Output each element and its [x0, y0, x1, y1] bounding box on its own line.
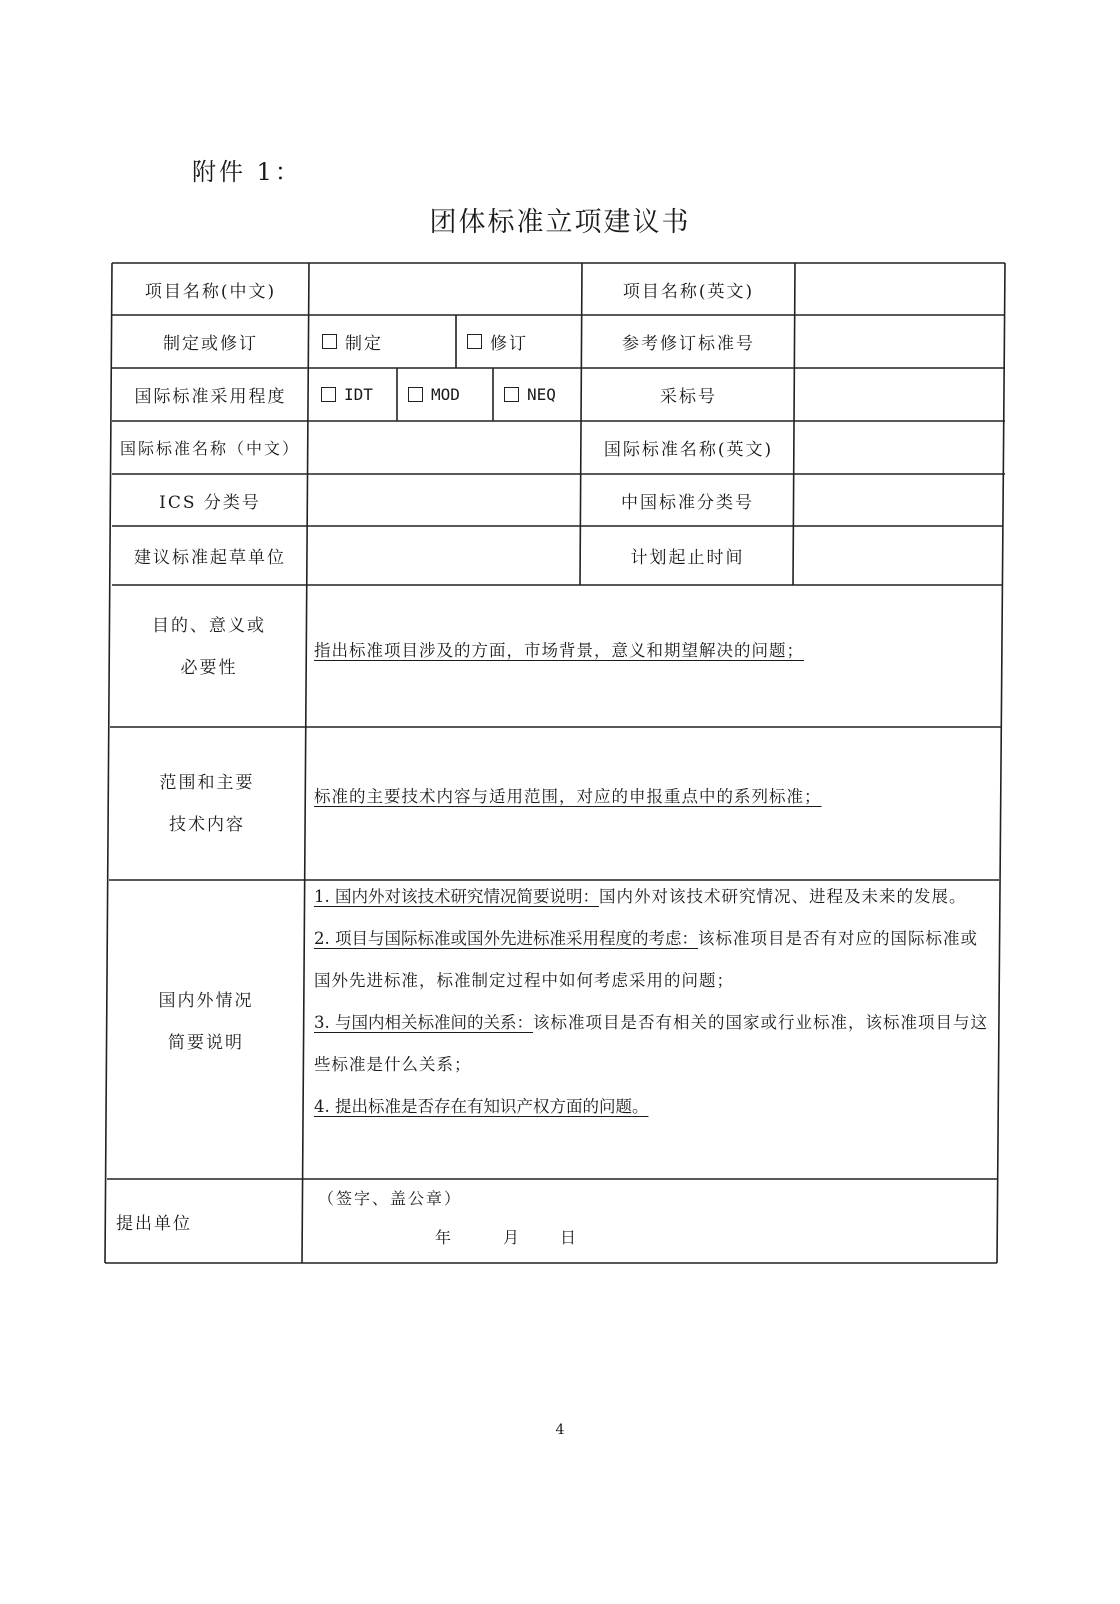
- adopt-standard-no-field[interactable]: [796, 369, 1003, 420]
- cn-standard-class-label: 中国标准分类号: [621, 492, 754, 513]
- project-name-en-label: 项目名称(英文): [622, 281, 755, 302]
- page-number: 4: [555, 1422, 565, 1438]
- situation-label: 国内外情况 简要说明: [158, 991, 254, 1053]
- intl-name-cn-label: 国际标准名称（中文）: [119, 439, 300, 458]
- situation-item-4: 4. 提出标准是否存在有知识产权方面的问题。: [314, 1097, 649, 1116]
- scope-label: 范围和主要 技术内容: [159, 773, 255, 835]
- ref-revise-standard-no-label: 参考修订标准号: [622, 334, 755, 354]
- option-revise[interactable]: 修订: [467, 315, 579, 368]
- sign-stamp-note: （签字、盖公章）: [318, 1188, 463, 1208]
- date-year: 年: [435, 1227, 454, 1247]
- attachment-label: 附件 1：: [192, 158, 302, 186]
- project-name-cn-field[interactable]: [310, 264, 580, 314]
- purpose-label: 目的、意义或 必要性: [152, 616, 266, 678]
- plan-time-label: 计划起止时间: [630, 548, 745, 568]
- make-or-revise-label: 制定或修订: [163, 334, 258, 354]
- checkbox-make[interactable]: [322, 334, 337, 349]
- checkbox-revise[interactable]: [467, 334, 482, 349]
- drafting-unit-field[interactable]: [309, 527, 579, 584]
- purpose-text[interactable]: 指出标准项目涉及的方面，市场背景，意义和期望解决的问题；: [314, 641, 804, 660]
- ics-class-label: ICS 分类号: [159, 492, 261, 513]
- plan-time-field[interactable]: [795, 527, 1001, 584]
- date-month: 月: [503, 1227, 522, 1247]
- cn-standard-class-field[interactable]: [795, 475, 1002, 525]
- intl-name-en-field[interactable]: [796, 422, 1003, 473]
- situation-item-3: 3. 与国内相关标准间的关系：该标准项目是否有相关的国家或行业标准，该标准项目与这些标准是什么关系；: [314, 1013, 988, 1074]
- scope-text[interactable]: 标准的主要技术内容与适用范围，对应的申报重点中的系列标准；: [314, 787, 822, 806]
- page-title: 团体标准立项建议书: [429, 207, 691, 238]
- situation-item-1: 1. 国内外对该技术研究情况简要说明：国内外对该技术研究情况、进程及未来的发展。: [314, 887, 967, 906]
- intl-name-en-label: 国际标准名称(英文): [603, 440, 774, 460]
- situation-item-2: 2. 项目与国际标准或国外先进标准采用程度的考虑：该标准项目是否有对应的国际标准或国外先进标准，标准制定过程中如何考虑采用的问题；: [314, 929, 978, 990]
- project-name-cn-label: 项目名称(中文): [144, 281, 277, 302]
- proposer-label: 提出单位: [116, 1213, 192, 1234]
- checkbox-mod[interactable]: [408, 387, 423, 402]
- option-make[interactable]: 制定: [322, 315, 452, 368]
- project-name-en-field[interactable]: [796, 264, 1003, 314]
- intl-adoption-label: 国际标准采用程度: [134, 387, 287, 407]
- option-idt[interactable]: IDT: [321, 368, 395, 421]
- option-neq[interactable]: NEQ: [504, 368, 580, 421]
- ics-class-field[interactable]: [309, 475, 579, 525]
- option-mod[interactable]: MOD: [408, 368, 492, 421]
- intl-name-cn-field[interactable]: [309, 422, 579, 473]
- ref-revise-standard-no-field[interactable]: [796, 316, 1003, 367]
- checkbox-neq[interactable]: [504, 387, 519, 402]
- checkbox-idt[interactable]: [321, 387, 336, 402]
- date-day: 日: [560, 1227, 579, 1247]
- drafting-unit-label: 建议标准起草单位: [134, 548, 286, 568]
- situation-text[interactable]: [314, 876, 990, 1128]
- adopt-standard-no-label: 采标号: [660, 387, 717, 407]
